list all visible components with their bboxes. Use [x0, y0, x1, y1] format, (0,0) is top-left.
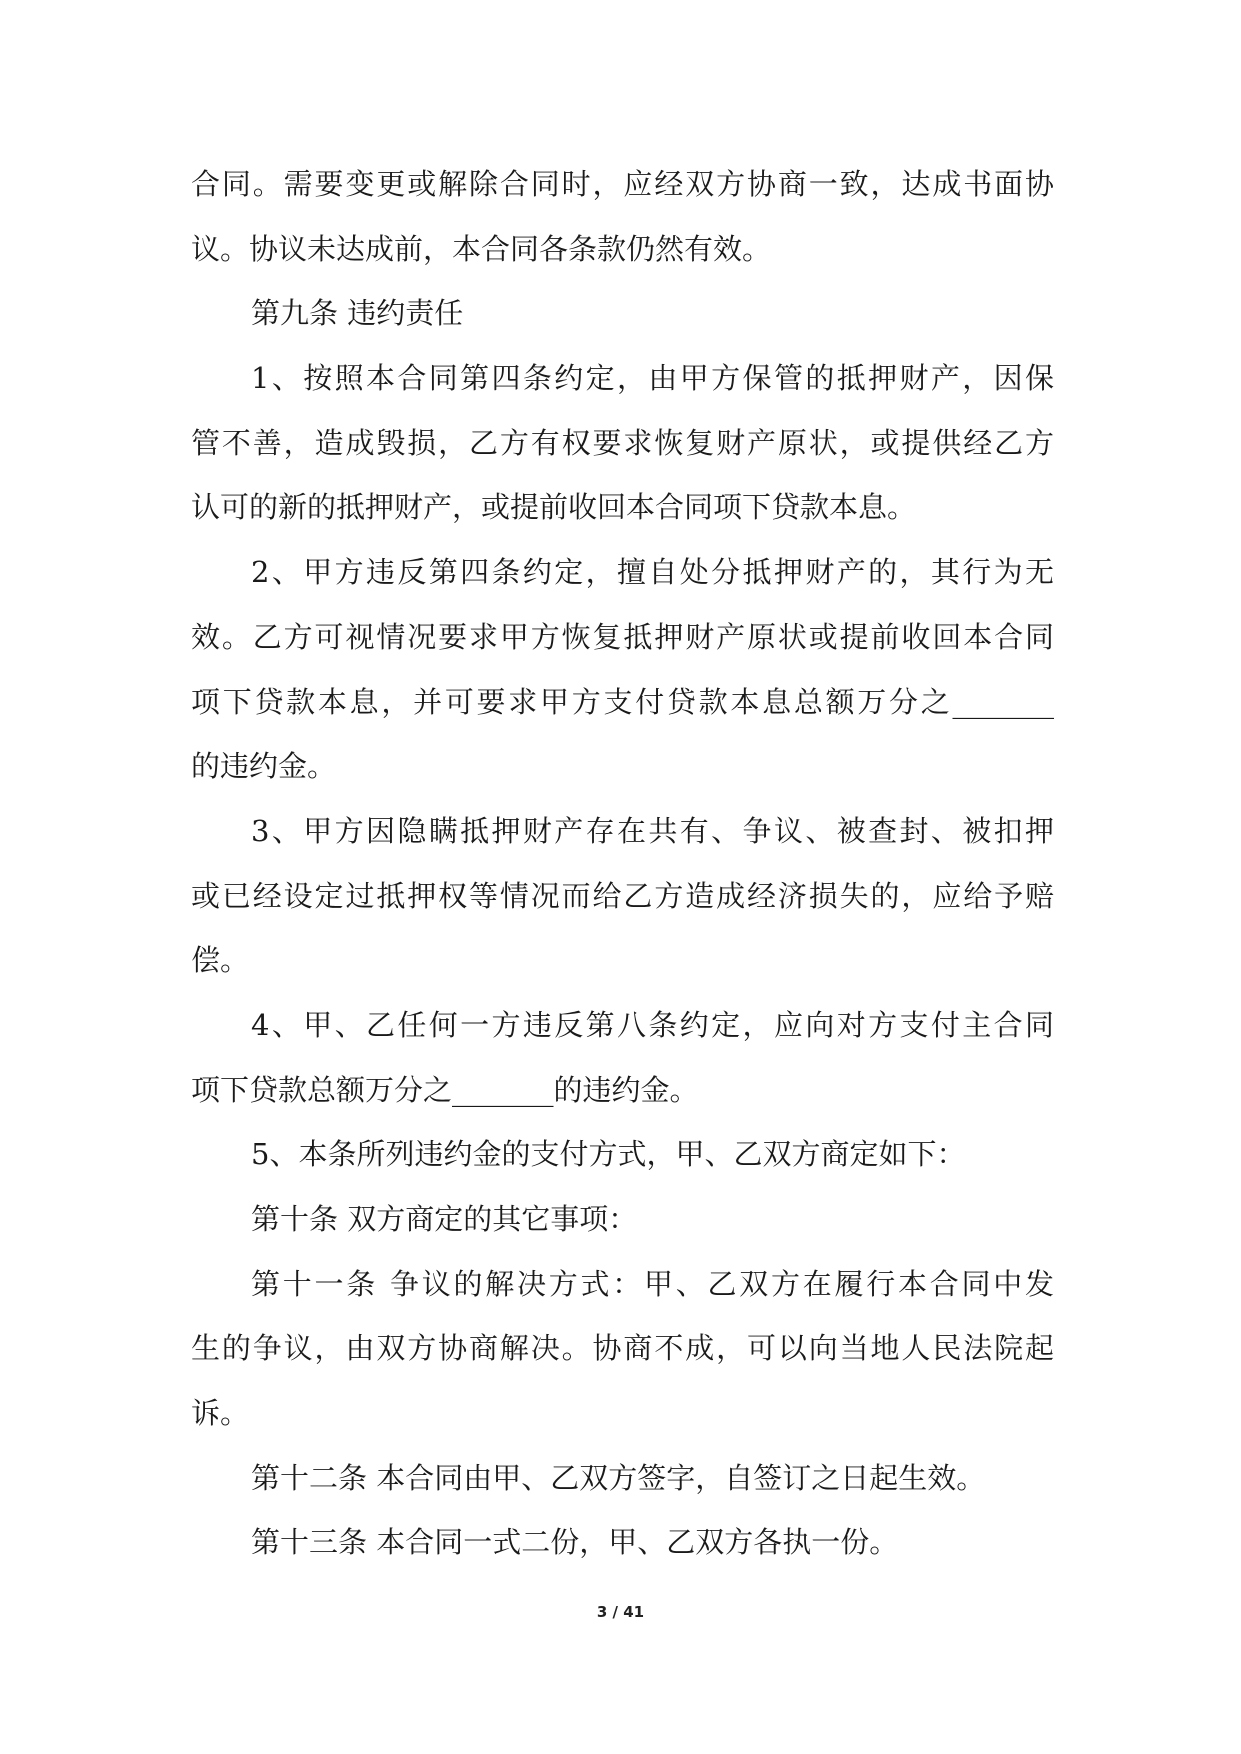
text-line: 合同。需要变更或解除合同时，应经双方协商一致，达成书面协	[191, 167, 1054, 201]
text-line: 4、甲、乙任何一方违反第八条约定，应向对方支付主合同	[251, 1007, 1054, 1042]
page-number: 3 / 41	[596, 1603, 645, 1621]
text-line: 偿。	[191, 943, 250, 978]
text-line: 的违约金。	[191, 749, 337, 784]
text-line: 第十二条 本合同由甲、乙双方签字，自签订之日起生效。	[251, 1460, 986, 1495]
text-line: 管不善，造成毁损，乙方有权要求恢复财产原状，或提供经乙方	[191, 425, 1054, 460]
text-line: 或已经设定过抵押权等情况而给乙方造成经济损失的，应给予赔	[191, 878, 1054, 913]
text-line: 认可的新的抵押财产，或提前收回本合同项下贷款本息。	[191, 490, 917, 525]
text-line: 2、甲方违反第四条约定，擅自处分抵押财产的，其行为无	[251, 555, 1054, 590]
text-line: 项下贷款总额万分之_______的违约金。	[191, 1072, 699, 1107]
text-line: 生的争议，由双方协商解决。协商不成，可以向当地人民法院起	[191, 1331, 1054, 1366]
text-line: 第十三条 本合同一式二份，甲、乙双方各执一份。	[251, 1525, 899, 1560]
text-line: 诉。	[191, 1396, 250, 1431]
contract-body	[191, 152, 1054, 1575]
text-line: 议。协议未达成前，本合同各条款仍然有效。	[191, 231, 772, 266]
text-line: 项下贷款本息，并可要求甲方支付贷款本息总额万分之_______	[191, 684, 1054, 719]
text-line: 5、本条所列违约金的支付方式，甲、乙双方商定如下：	[251, 1137, 966, 1172]
article-heading: 第十条 双方商定的其它事项：	[251, 1202, 638, 1236]
text-line: 效。乙方可视情况要求甲方恢复抵押财产原状或提前收回本合同	[191, 619, 1054, 654]
text-line: 3、甲方因隐瞒抵押财产存在共有、争议、被查封、被扣押	[251, 813, 1054, 848]
article-heading: 第九条 违约责任	[251, 296, 464, 331]
text-line: 第十一条 争议的解决方式：甲、乙双方在履行本合同中发	[251, 1266, 1054, 1301]
text-line: 1、按照本合同第四条约定，由甲方保管的抵押财产，因保	[251, 361, 1054, 396]
